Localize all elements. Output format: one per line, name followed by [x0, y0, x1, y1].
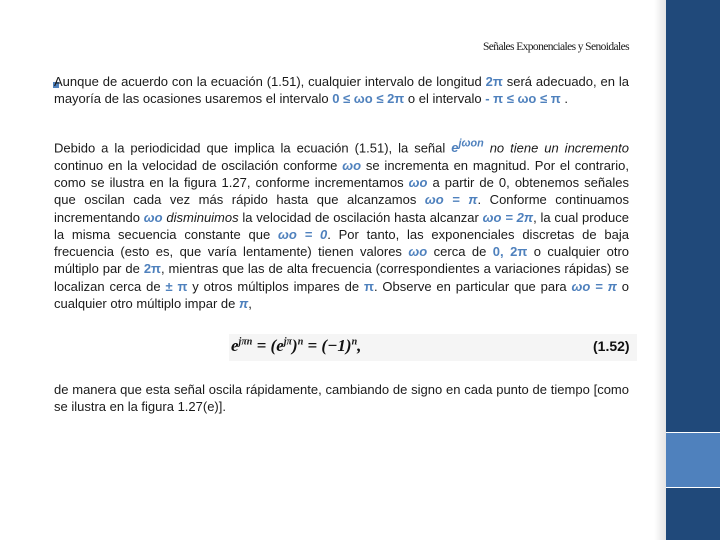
paragraph-conclusion: de manera que esta señal oscila rápidamente, cambiando de signo en cada punto de tiempo [como se ilustra en la figura 1.27(e)]. [54, 382, 629, 415]
panel-block-bottom [666, 488, 720, 540]
paragraph-periodicity [54, 136, 629, 312]
text-run: o el intervalo [404, 91, 486, 107]
math-omega-pi: ωo = π [571, 278, 617, 294]
text-run: será adecuado, en la mayoría de las ocasiones usaremos el intervalo [54, 74, 629, 107]
text-run: se incrementa en magnitud. Por el contrario, como se ilustra en la figura 1.27, conforme incrementamos [54, 157, 629, 190]
text-run: . [560, 91, 568, 107]
panel-block-middle [666, 433, 720, 487]
eq-exponent: n [351, 336, 358, 348]
eq-term: ) [292, 336, 298, 355]
paragraph-intervals [54, 73, 629, 108]
math-0-2pi: 0, 2π [492, 244, 528, 260]
math-interval-0-2pi: 0 ≤ ωo ≤ 2π [332, 91, 405, 107]
math-omega: ωo [342, 157, 362, 173]
italic-run: no tiene un incremento [483, 140, 629, 156]
slide-title: Señales Exponenciales y Senoidales [483, 41, 629, 53]
eq-term: = (−1) [303, 336, 352, 355]
math-pi: π [238, 296, 249, 311]
eq-term: = (e [252, 336, 284, 355]
text-run: Aunque de acuerdo con la ecuación (1.51), cualquier intervalo de longitud [54, 74, 486, 89]
math-2pi: 2π [143, 261, 161, 277]
math-omega-pi: ωo = π [424, 192, 478, 208]
panel-block-top [666, 0, 720, 432]
text-run: o cualquier otro múltiplo impar de [54, 278, 630, 311]
text-run: , la cual produce la misma secuencia constante que [54, 209, 629, 242]
eq-exponent: jπn [238, 336, 253, 348]
eq-term: e [231, 336, 239, 355]
text-run: Debido a la periodicidad que implica la ecuación (1.51), la señal [54, 140, 452, 156]
side-decoration-panel [666, 0, 720, 540]
eq-exponent: jπ [283, 336, 293, 348]
equation-number: (1.52) [593, 338, 630, 354]
text-run: , [248, 296, 252, 311]
math-base: e [451, 140, 459, 156]
text-run: o cualquier otro múltiplo par de [54, 244, 630, 277]
math-omega-0: ωo = 0 [278, 226, 328, 242]
math-2pi: 2π [485, 74, 503, 89]
math-omega: ωo [408, 174, 428, 190]
slide-edge-shadow [654, 0, 666, 540]
text-run: . Por tanto, las exponenciales discretas de baja frecuencia (esto es, que varía lentamente) tienen valores [54, 226, 629, 260]
text-run: . Observe en particular que para [373, 278, 572, 294]
text-run: a partir de 0, obtenemos señales que oscilan cada vez más rápido hasta que alcanzamos [54, 174, 629, 208]
math-pi: π [364, 278, 374, 294]
text-run: la velocidad de oscilación hasta alcanzar [238, 209, 483, 225]
math-plus-minus-pi: ± π [165, 278, 188, 294]
math-omega-2pi: ωo = 2π [482, 209, 534, 225]
text-run: continuo en la velocidad de oscilación conforme [54, 157, 343, 173]
eq-term: , [357, 336, 362, 355]
math-exponential [451, 140, 484, 155]
math-exponent: jωon [458, 138, 484, 150]
text-run: cerca de [427, 244, 493, 260]
text-run: . Conforme continuamos incrementando [54, 192, 629, 225]
text-run: y otros múltiplos impares de [187, 278, 364, 294]
math-omega: ωo [143, 209, 163, 225]
math-interval-pi: - π ≤ ωo ≤ π [485, 91, 561, 107]
italic-run: disminuimos [162, 209, 239, 225]
equation-1-52 [231, 336, 361, 356]
text-run: , mientras que las de alta frecuencia (correspondientes a variaciones rápidas) se localizan cerca de [54, 261, 629, 294]
math-omega: ωo [408, 244, 428, 260]
eq-exponent: n [297, 336, 304, 348]
